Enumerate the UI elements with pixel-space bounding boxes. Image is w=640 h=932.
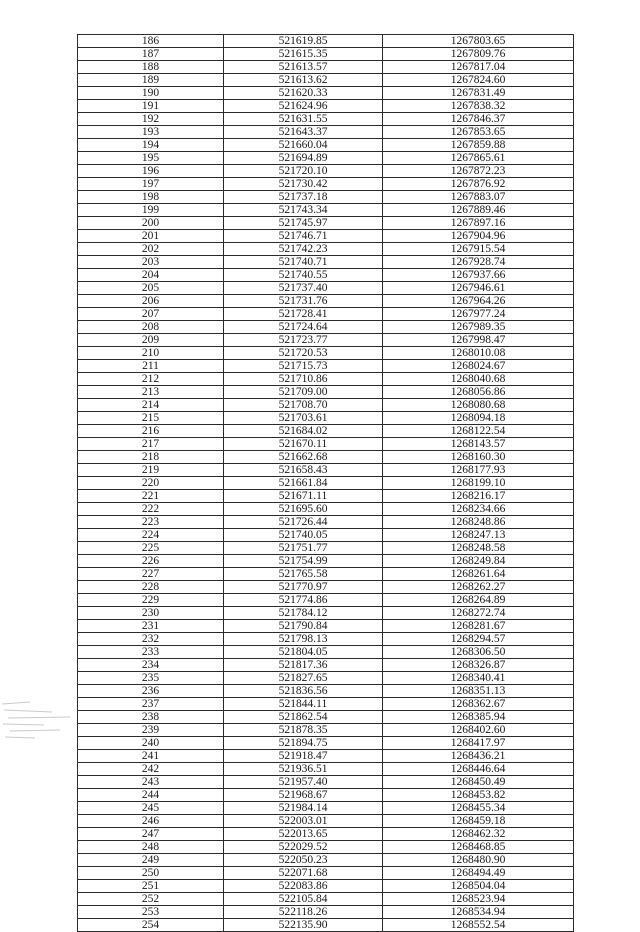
point-number-cell: 229 <box>78 594 224 607</box>
point-number-cell: 191 <box>78 100 224 113</box>
y-coordinate-cell: 1268362.67 <box>383 698 574 711</box>
x-coordinate-cell: 521694.89 <box>224 152 383 165</box>
point-number-cell: 195 <box>78 152 224 165</box>
point-number-cell: 207 <box>78 308 224 321</box>
table-row <box>78 113 574 126</box>
point-number-cell: 252 <box>78 893 224 906</box>
point-number-cell: 228 <box>78 581 224 594</box>
y-coordinate-cell: 1268234.66 <box>383 503 574 516</box>
x-coordinate-cell: 521984.14 <box>224 802 383 815</box>
point-number-cell: 210 <box>78 347 224 360</box>
point-number-cell: 222 <box>78 503 224 516</box>
table-row <box>78 35 574 48</box>
x-coordinate-cell: 521660.04 <box>224 139 383 152</box>
y-coordinate-cell: 1268216.17 <box>383 490 574 503</box>
y-coordinate-cell: 1268264.89 <box>383 594 574 607</box>
point-number-cell: 202 <box>78 243 224 256</box>
x-coordinate-cell: 521710.86 <box>224 373 383 386</box>
x-coordinate-cell: 521715.73 <box>224 360 383 373</box>
table-row <box>78 503 574 516</box>
point-number-cell: 212 <box>78 373 224 386</box>
coordinates-table <box>77 34 574 932</box>
y-coordinate-cell: 1268340.41 <box>383 672 574 685</box>
table-row <box>78 61 574 74</box>
table-row <box>78 269 574 282</box>
point-number-cell: 194 <box>78 139 224 152</box>
point-number-cell: 224 <box>78 529 224 542</box>
table-row <box>78 516 574 529</box>
y-coordinate-cell: 1268248.58 <box>383 542 574 555</box>
table-row <box>78 698 574 711</box>
table-row <box>78 243 574 256</box>
y-coordinate-cell: 1267889.46 <box>383 204 574 217</box>
point-number-cell: 242 <box>78 763 224 776</box>
point-number-cell: 199 <box>78 204 224 217</box>
x-coordinate-cell: 522135.90 <box>224 919 383 932</box>
y-coordinate-cell: 1268262.27 <box>383 581 574 594</box>
table-row <box>78 321 574 334</box>
coordinates-table-body <box>78 35 574 932</box>
point-number-cell: 200 <box>78 217 224 230</box>
point-number-cell: 216 <box>78 425 224 438</box>
point-number-cell: 239 <box>78 724 224 737</box>
point-number-cell: 197 <box>78 178 224 191</box>
y-coordinate-cell: 1267846.37 <box>383 113 574 126</box>
x-coordinate-cell: 521862.54 <box>224 711 383 724</box>
table-row <box>78 204 574 217</box>
table-row <box>78 542 574 555</box>
point-number-cell: 187 <box>78 48 224 61</box>
x-coordinate-cell: 521936.51 <box>224 763 383 776</box>
table-row <box>78 646 574 659</box>
y-coordinate-cell: 1267865.61 <box>383 152 574 165</box>
table-row <box>78 906 574 919</box>
x-coordinate-cell: 521746.71 <box>224 230 383 243</box>
point-number-cell: 188 <box>78 61 224 74</box>
point-number-cell: 234 <box>78 659 224 672</box>
y-coordinate-cell: 1267928.74 <box>383 256 574 269</box>
table-row <box>78 919 574 932</box>
point-number-cell: 205 <box>78 282 224 295</box>
point-number-cell: 186 <box>78 35 224 48</box>
table-row <box>78 763 574 776</box>
y-coordinate-cell: 1268436.21 <box>383 750 574 763</box>
y-coordinate-cell: 1268552.54 <box>383 919 574 932</box>
table-row <box>78 828 574 841</box>
point-number-cell: 214 <box>78 399 224 412</box>
x-coordinate-cell: 521670.11 <box>224 438 383 451</box>
table-row <box>78 581 574 594</box>
x-coordinate-cell: 521662.68 <box>224 451 383 464</box>
x-coordinate-cell: 521684.02 <box>224 425 383 438</box>
y-coordinate-cell: 1268450.49 <box>383 776 574 789</box>
x-coordinate-cell: 521918.47 <box>224 750 383 763</box>
y-coordinate-cell: 1268261.64 <box>383 568 574 581</box>
table-row <box>78 711 574 724</box>
x-coordinate-cell: 521723.77 <box>224 334 383 347</box>
point-number-cell: 248 <box>78 841 224 854</box>
table-row <box>78 308 574 321</box>
y-coordinate-cell: 1268462.32 <box>383 828 574 841</box>
table-row <box>78 594 574 607</box>
x-coordinate-cell: 521709.00 <box>224 386 383 399</box>
x-coordinate-cell: 522029.52 <box>224 841 383 854</box>
x-coordinate-cell: 521745.97 <box>224 217 383 230</box>
x-coordinate-cell: 521798.13 <box>224 633 383 646</box>
table-row <box>78 386 574 399</box>
y-coordinate-cell: 1268468.85 <box>383 841 574 854</box>
x-coordinate-cell: 521774.86 <box>224 594 383 607</box>
y-coordinate-cell: 1268385.94 <box>383 711 574 724</box>
point-number-cell: 240 <box>78 737 224 750</box>
y-coordinate-cell: 1267838.32 <box>383 100 574 113</box>
table-row <box>78 815 574 828</box>
x-coordinate-cell: 521754.99 <box>224 555 383 568</box>
x-coordinate-cell: 521957.40 <box>224 776 383 789</box>
y-coordinate-cell: 1268248.86 <box>383 516 574 529</box>
x-coordinate-cell: 521728.41 <box>224 308 383 321</box>
point-number-cell: 217 <box>78 438 224 451</box>
x-coordinate-cell: 521743.34 <box>224 204 383 217</box>
table-row <box>78 373 574 386</box>
y-coordinate-cell: 1267937.66 <box>383 269 574 282</box>
x-coordinate-cell: 522071.68 <box>224 867 383 880</box>
point-number-cell: 221 <box>78 490 224 503</box>
table-row <box>78 464 574 477</box>
table-row <box>78 841 574 854</box>
y-coordinate-cell: 1268453.82 <box>383 789 574 802</box>
table-row <box>78 230 574 243</box>
x-coordinate-cell: 521770.97 <box>224 581 383 594</box>
point-number-cell: 237 <box>78 698 224 711</box>
table-row <box>78 893 574 906</box>
table-row <box>78 438 574 451</box>
x-coordinate-cell: 521720.10 <box>224 165 383 178</box>
y-coordinate-cell: 1268094.18 <box>383 412 574 425</box>
table-row <box>78 880 574 893</box>
point-number-cell: 244 <box>78 789 224 802</box>
y-coordinate-cell: 1267897.16 <box>383 217 574 230</box>
table-row <box>78 555 574 568</box>
table-row <box>78 724 574 737</box>
y-coordinate-cell: 1267946.61 <box>383 282 574 295</box>
table-row <box>78 334 574 347</box>
x-coordinate-cell: 521726.44 <box>224 516 383 529</box>
table-row <box>78 685 574 698</box>
y-coordinate-cell: 1268010.08 <box>383 347 574 360</box>
table-row <box>78 529 574 542</box>
x-coordinate-cell: 521894.75 <box>224 737 383 750</box>
table-row <box>78 282 574 295</box>
point-number-cell: 236 <box>78 685 224 698</box>
point-number-cell: 201 <box>78 230 224 243</box>
x-coordinate-cell: 521742.23 <box>224 243 383 256</box>
x-coordinate-cell: 521620.33 <box>224 87 383 100</box>
point-number-cell: 245 <box>78 802 224 815</box>
y-coordinate-cell: 1268504.04 <box>383 880 574 893</box>
x-coordinate-cell: 521878.35 <box>224 724 383 737</box>
x-coordinate-cell: 521740.71 <box>224 256 383 269</box>
point-number-cell: 241 <box>78 750 224 763</box>
table-row <box>78 126 574 139</box>
y-coordinate-cell: 1268534.94 <box>383 906 574 919</box>
table-row <box>78 256 574 269</box>
table-row <box>78 776 574 789</box>
x-coordinate-cell: 521737.40 <box>224 282 383 295</box>
y-coordinate-cell: 1267915.54 <box>383 243 574 256</box>
point-number-cell: 190 <box>78 87 224 100</box>
x-coordinate-cell: 521968.67 <box>224 789 383 802</box>
point-number-cell: 189 <box>78 74 224 87</box>
y-coordinate-cell: 1268326.87 <box>383 659 574 672</box>
x-coordinate-cell: 521661.84 <box>224 477 383 490</box>
y-coordinate-cell: 1268177.93 <box>383 464 574 477</box>
x-coordinate-cell: 521643.37 <box>224 126 383 139</box>
table-row <box>78 568 574 581</box>
x-coordinate-cell: 521836.56 <box>224 685 383 698</box>
point-number-cell: 213 <box>78 386 224 399</box>
table-row <box>78 451 574 464</box>
y-coordinate-cell: 1268199.10 <box>383 477 574 490</box>
x-coordinate-cell: 521658.43 <box>224 464 383 477</box>
y-coordinate-cell: 1267876.92 <box>383 178 574 191</box>
point-number-cell: 232 <box>78 633 224 646</box>
table-row <box>78 633 574 646</box>
x-coordinate-cell: 521624.96 <box>224 100 383 113</box>
point-number-cell: 196 <box>78 165 224 178</box>
y-coordinate-cell: 1268122.54 <box>383 425 574 438</box>
y-coordinate-cell: 1268351.13 <box>383 685 574 698</box>
point-number-cell: 227 <box>78 568 224 581</box>
point-number-cell: 247 <box>78 828 224 841</box>
point-number-cell: 233 <box>78 646 224 659</box>
x-coordinate-cell: 521671.11 <box>224 490 383 503</box>
table-row <box>78 477 574 490</box>
point-number-cell: 254 <box>78 919 224 932</box>
y-coordinate-cell: 1268272.74 <box>383 607 574 620</box>
point-number-cell: 203 <box>78 256 224 269</box>
x-coordinate-cell: 521724.64 <box>224 321 383 334</box>
x-coordinate-cell: 521737.18 <box>224 191 383 204</box>
y-coordinate-cell: 1267859.88 <box>383 139 574 152</box>
y-coordinate-cell: 1268459.18 <box>383 815 574 828</box>
table-row <box>78 178 574 191</box>
x-coordinate-cell: 521804.05 <box>224 646 383 659</box>
point-number-cell: 220 <box>78 477 224 490</box>
x-coordinate-cell: 521844.11 <box>224 698 383 711</box>
y-coordinate-cell: 1267904.96 <box>383 230 574 243</box>
point-number-cell: 249 <box>78 854 224 867</box>
x-coordinate-cell: 521631.55 <box>224 113 383 126</box>
y-coordinate-cell: 1268080.68 <box>383 399 574 412</box>
y-coordinate-cell: 1267803.65 <box>383 35 574 48</box>
point-number-cell: 215 <box>78 412 224 425</box>
table-row <box>78 607 574 620</box>
y-coordinate-cell: 1268024.67 <box>383 360 574 373</box>
y-coordinate-cell: 1267989.35 <box>383 321 574 334</box>
y-coordinate-cell: 1268455.34 <box>383 802 574 815</box>
y-coordinate-cell: 1268160.30 <box>383 451 574 464</box>
y-coordinate-cell: 1267977.24 <box>383 308 574 321</box>
x-coordinate-cell: 521613.57 <box>224 61 383 74</box>
x-coordinate-cell: 521695.60 <box>224 503 383 516</box>
y-coordinate-cell: 1268294.57 <box>383 633 574 646</box>
table-row <box>78 165 574 178</box>
x-coordinate-cell: 521765.58 <box>224 568 383 581</box>
y-coordinate-cell: 1268417.97 <box>383 737 574 750</box>
point-number-cell: 206 <box>78 295 224 308</box>
y-coordinate-cell: 1268306.50 <box>383 646 574 659</box>
table-row <box>78 672 574 685</box>
table-row <box>78 854 574 867</box>
x-coordinate-cell: 522105.84 <box>224 893 383 906</box>
table-row <box>78 802 574 815</box>
x-coordinate-cell: 521751.77 <box>224 542 383 555</box>
point-number-cell: 211 <box>78 360 224 373</box>
y-coordinate-cell: 1268523.94 <box>383 893 574 906</box>
y-coordinate-cell: 1268446.64 <box>383 763 574 776</box>
x-coordinate-cell: 522003.01 <box>224 815 383 828</box>
x-coordinate-cell: 521613.62 <box>224 74 383 87</box>
y-coordinate-cell: 1267998.47 <box>383 334 574 347</box>
point-number-cell: 250 <box>78 867 224 880</box>
y-coordinate-cell: 1268480.90 <box>383 854 574 867</box>
x-coordinate-cell: 522118.26 <box>224 906 383 919</box>
point-number-cell: 230 <box>78 607 224 620</box>
point-number-cell: 198 <box>78 191 224 204</box>
point-number-cell: 218 <box>78 451 224 464</box>
table-row <box>78 737 574 750</box>
point-number-cell: 246 <box>78 815 224 828</box>
point-number-cell: 253 <box>78 906 224 919</box>
table-row <box>78 399 574 412</box>
y-coordinate-cell: 1267883.07 <box>383 191 574 204</box>
table-row <box>78 87 574 100</box>
y-coordinate-cell: 1267853.65 <box>383 126 574 139</box>
table-row <box>78 152 574 165</box>
x-coordinate-cell: 522013.65 <box>224 828 383 841</box>
x-coordinate-cell: 521730.42 <box>224 178 383 191</box>
point-number-cell: 193 <box>78 126 224 139</box>
y-coordinate-cell: 1268143.57 <box>383 438 574 451</box>
point-number-cell: 243 <box>78 776 224 789</box>
table-row <box>78 48 574 61</box>
x-coordinate-cell: 521740.55 <box>224 269 383 282</box>
table-row <box>78 659 574 672</box>
y-coordinate-cell: 1267824.60 <box>383 74 574 87</box>
table-row <box>78 74 574 87</box>
point-number-cell: 225 <box>78 542 224 555</box>
point-number-cell: 238 <box>78 711 224 724</box>
table-row <box>78 425 574 438</box>
y-coordinate-cell: 1267831.49 <box>383 87 574 100</box>
y-coordinate-cell: 1268402.60 <box>383 724 574 737</box>
point-number-cell: 209 <box>78 334 224 347</box>
x-coordinate-cell: 521703.61 <box>224 412 383 425</box>
y-coordinate-cell: 1268249.84 <box>383 555 574 568</box>
point-number-cell: 219 <box>78 464 224 477</box>
table-row <box>78 347 574 360</box>
point-number-cell: 226 <box>78 555 224 568</box>
x-coordinate-cell: 521740.05 <box>224 529 383 542</box>
scan-smudge-mark <box>0 690 80 750</box>
y-coordinate-cell: 1268281.67 <box>383 620 574 633</box>
x-coordinate-cell: 521827.65 <box>224 672 383 685</box>
table-row <box>78 750 574 763</box>
table-row <box>78 295 574 308</box>
y-coordinate-cell: 1268040.68 <box>383 373 574 386</box>
x-coordinate-cell: 521790.84 <box>224 620 383 633</box>
point-number-cell: 192 <box>78 113 224 126</box>
x-coordinate-cell: 521817.36 <box>224 659 383 672</box>
table-row <box>78 217 574 230</box>
y-coordinate-cell: 1268494.49 <box>383 867 574 880</box>
y-coordinate-cell: 1268056.86 <box>383 386 574 399</box>
x-coordinate-cell: 521619.85 <box>224 35 383 48</box>
y-coordinate-cell: 1267809.76 <box>383 48 574 61</box>
table-row <box>78 867 574 880</box>
table-row <box>78 620 574 633</box>
point-number-cell: 204 <box>78 269 224 282</box>
x-coordinate-cell: 521784.12 <box>224 607 383 620</box>
point-number-cell: 235 <box>78 672 224 685</box>
point-number-cell: 231 <box>78 620 224 633</box>
y-coordinate-cell: 1267872.23 <box>383 165 574 178</box>
point-number-cell: 251 <box>78 880 224 893</box>
table-row <box>78 789 574 802</box>
table-row <box>78 490 574 503</box>
table-row <box>78 412 574 425</box>
table-row <box>78 360 574 373</box>
table-row <box>78 191 574 204</box>
x-coordinate-cell: 521720.53 <box>224 347 383 360</box>
point-number-cell: 223 <box>78 516 224 529</box>
table-row <box>78 139 574 152</box>
y-coordinate-cell: 1267964.26 <box>383 295 574 308</box>
x-coordinate-cell: 522083.86 <box>224 880 383 893</box>
x-coordinate-cell: 521615.35 <box>224 48 383 61</box>
y-coordinate-cell: 1267817.04 <box>383 61 574 74</box>
x-coordinate-cell: 521731.76 <box>224 295 383 308</box>
table-row <box>78 100 574 113</box>
x-coordinate-cell: 521708.70 <box>224 399 383 412</box>
point-number-cell: 208 <box>78 321 224 334</box>
y-coordinate-cell: 1268247.13 <box>383 529 574 542</box>
x-coordinate-cell: 522050.23 <box>224 854 383 867</box>
